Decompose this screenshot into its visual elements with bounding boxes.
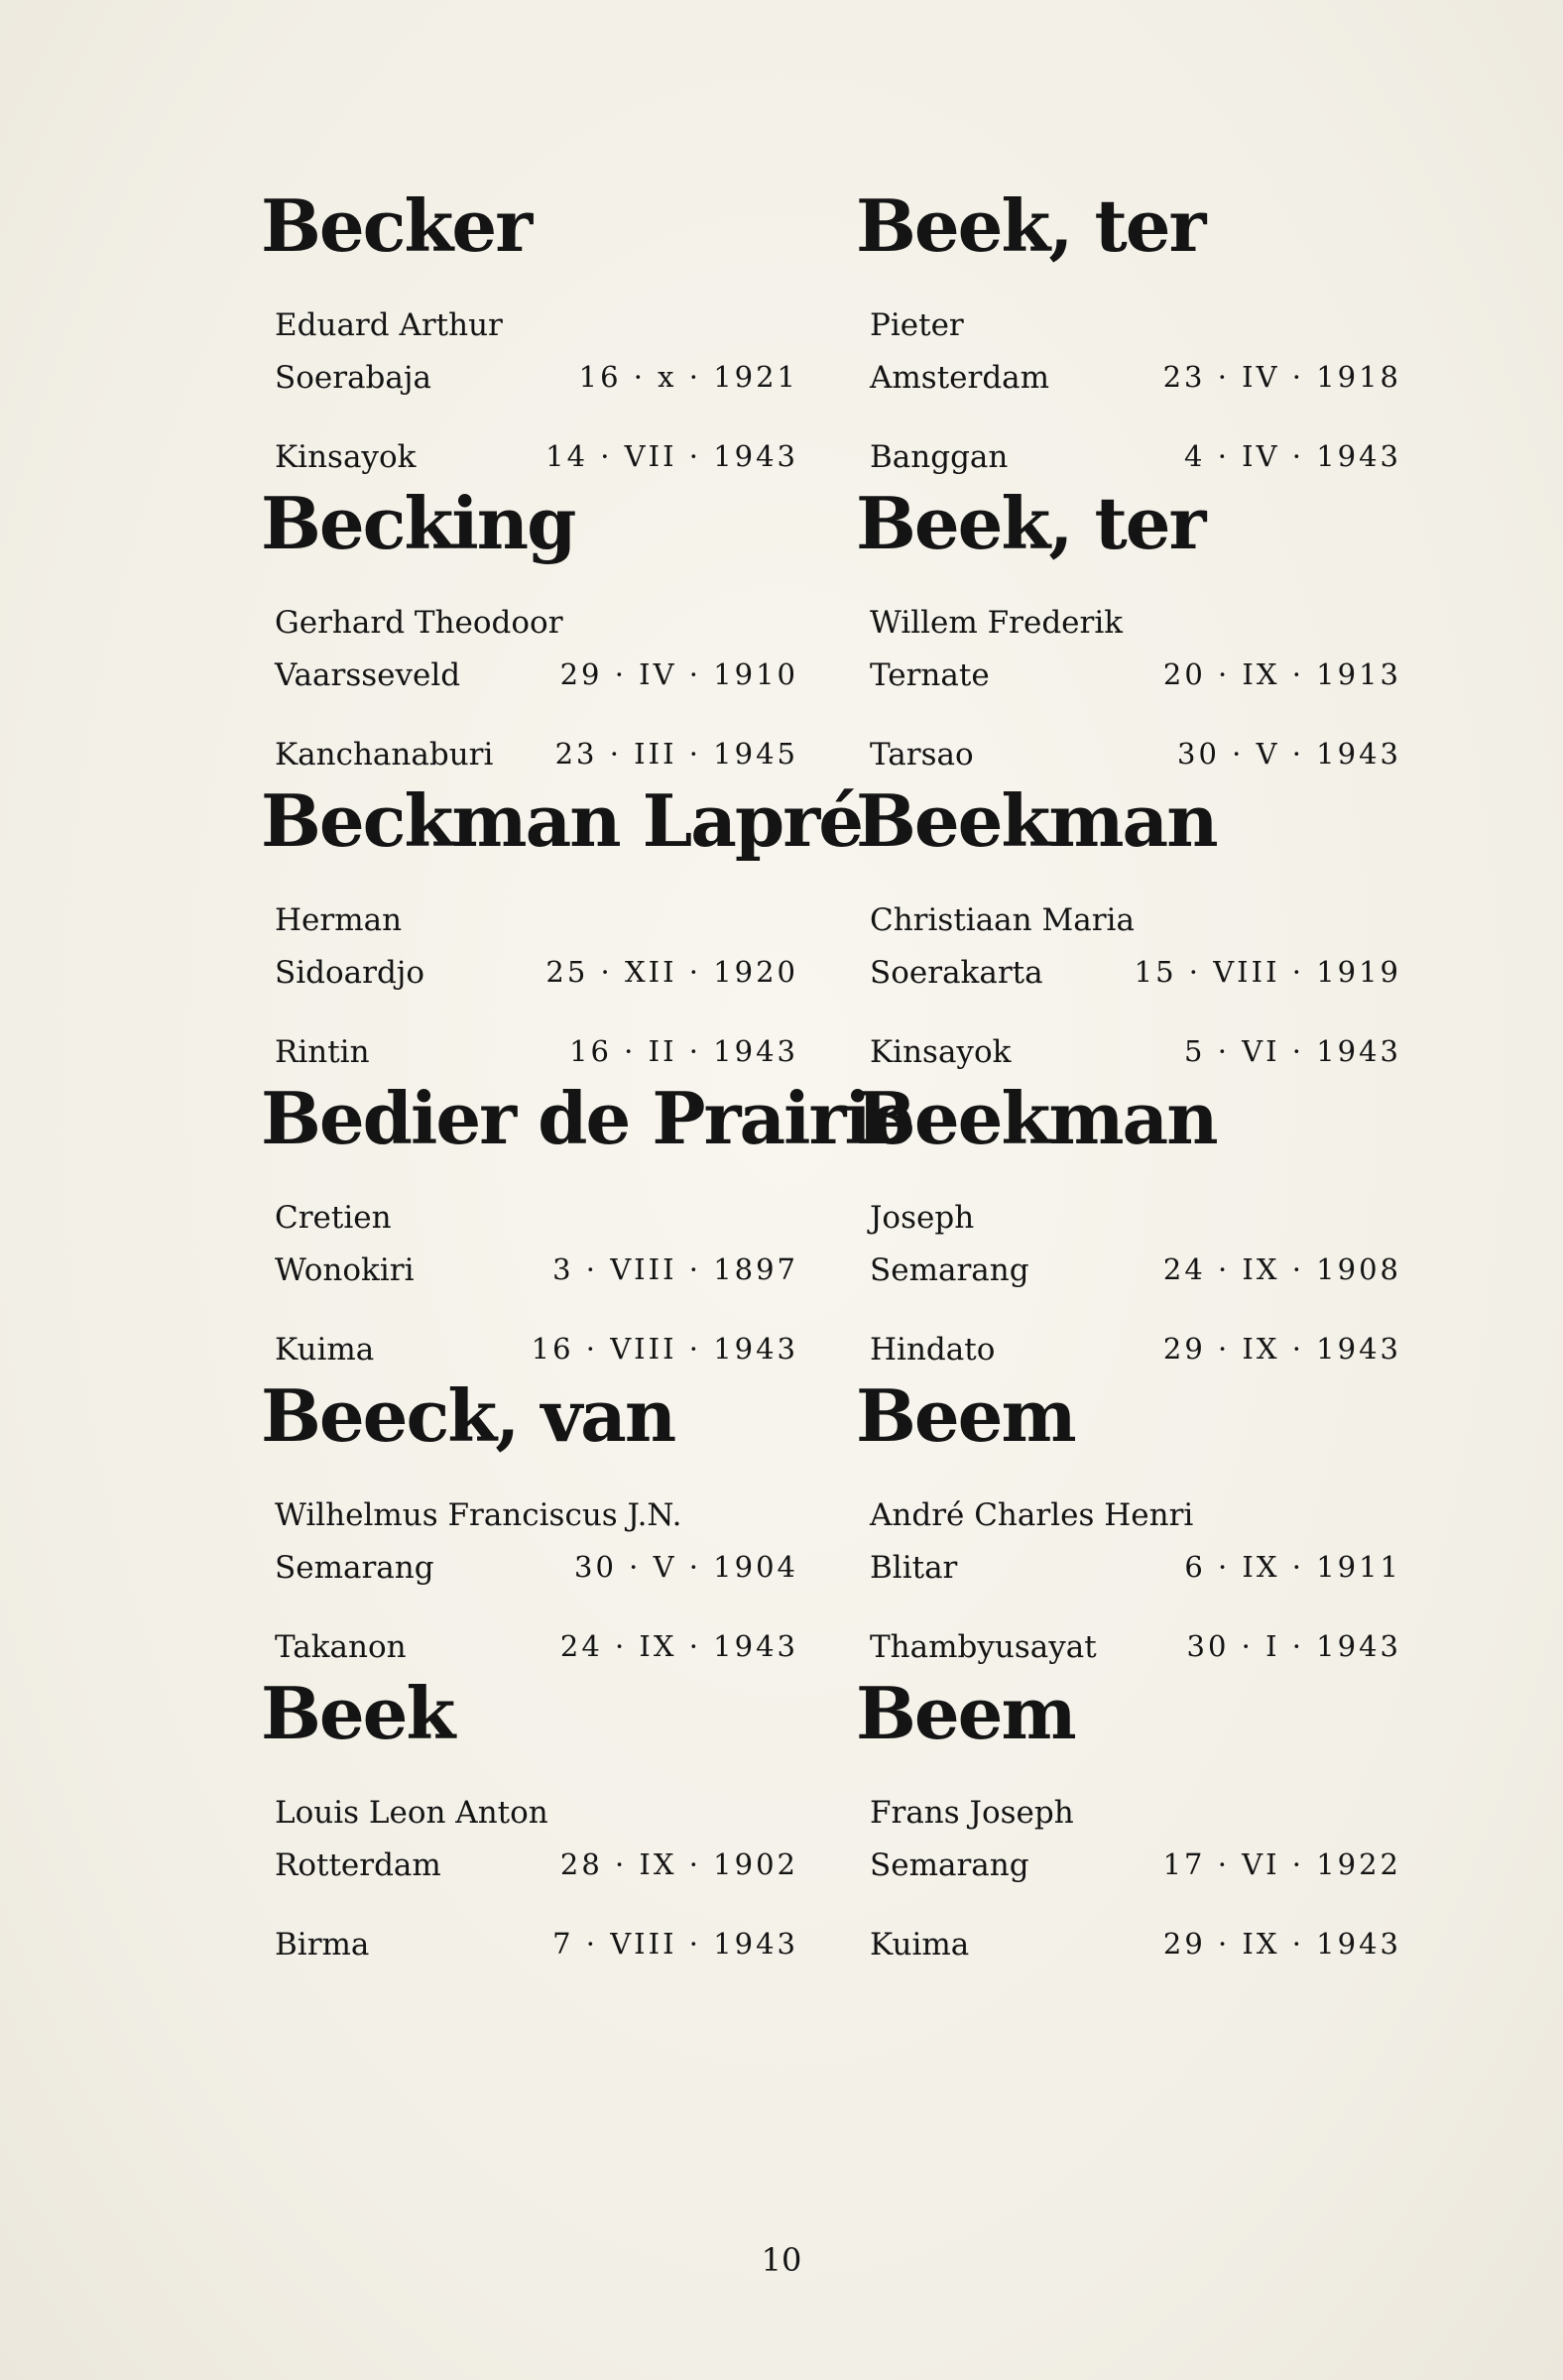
birth-date: 20 · IX · 1913: [1162, 657, 1401, 691]
death-date: 14 · VII · 1943: [545, 439, 798, 473]
entry: [858, 476, 1413, 774]
birth-date: 28 · IX · 1902: [559, 1847, 798, 1881]
birth-date: 29 · IV · 1910: [559, 657, 798, 691]
birth-place: Semarang: [275, 1550, 434, 1586]
given-names: Eduard Arthur: [275, 307, 503, 343]
surname: Beeck, van: [261, 1373, 675, 1458]
surname: Bedier de Prairie: [261, 1076, 913, 1160]
right-column: [858, 178, 1413, 1964]
birth-date: 24 · IX · 1908: [1162, 1252, 1401, 1286]
given-names: Wilhelmus Franciscus J.N.: [275, 1497, 682, 1533]
birth-date: 15 · VIII · 1919: [1134, 955, 1401, 989]
death-place: Tarsao: [870, 737, 974, 773]
given-names: Louis Leon Anton: [275, 1795, 548, 1831]
entry: [261, 1071, 913, 1368]
entry: [858, 1666, 1413, 1964]
left-column: [261, 178, 913, 1964]
entry: [858, 1071, 1413, 1368]
birth-place: Amsterdam: [870, 360, 1050, 396]
surname: Beem: [856, 1373, 1075, 1458]
entry: [858, 774, 1413, 1071]
given-names: Joseph: [870, 1200, 975, 1236]
death-date: 7 · VIII · 1943: [552, 1927, 798, 1961]
entry: [263, 178, 838, 476]
death-place: Rintin: [275, 1034, 370, 1070]
death-place: Kuima: [870, 1927, 970, 1963]
death-date: 30 · I · 1943: [1186, 1629, 1401, 1663]
surname: Beckman Lapré: [261, 778, 863, 863]
page-number: 10: [761, 2241, 802, 2279]
birth-place: Soerabaja: [275, 360, 431, 396]
given-names: Pieter: [870, 307, 964, 343]
birth-date: 17 · VI · 1922: [1162, 1847, 1401, 1881]
death-place: Kanchanaburi: [275, 737, 494, 773]
death-date: 24 · IX · 1943: [559, 1629, 798, 1663]
given-names: Willem Frederik: [870, 605, 1124, 641]
entry: [858, 1368, 1413, 1666]
death-date: 29 · IX · 1943: [1162, 1332, 1401, 1366]
entry: [263, 1666, 838, 1964]
entry: [858, 178, 1413, 476]
given-names: Christiaan Maria: [870, 902, 1135, 938]
surname: Beek, ter: [856, 183, 1205, 268]
surname: Beem: [856, 1671, 1075, 1755]
birth-place: Ternate: [870, 657, 990, 693]
death-place: Hindato: [870, 1332, 996, 1368]
death-place: Takanon: [275, 1629, 407, 1665]
birth-place: Semarang: [870, 1847, 1029, 1883]
birth-date: 30 · V · 1904: [574, 1550, 798, 1584]
birth-date: 16 · x · 1921: [578, 360, 798, 394]
death-date: 4 · IV · 1943: [1184, 439, 1401, 473]
birth-place: Vaarsseveld: [275, 657, 461, 693]
death-date: 16 · II · 1943: [569, 1034, 798, 1068]
death-place: Thambyusayat: [870, 1629, 1097, 1665]
death-date: 16 · VIII · 1943: [531, 1332, 798, 1366]
birth-date: 23 · IV · 1918: [1162, 360, 1401, 394]
birth-date: 3 · VIII · 1897: [552, 1252, 798, 1286]
entry: [263, 476, 838, 774]
birth-place: Semarang: [870, 1252, 1029, 1288]
entry: [261, 774, 863, 1071]
birth-place: Blitar: [870, 1550, 958, 1586]
given-names: Herman: [275, 902, 403, 938]
birth-date: 25 · XII · 1920: [545, 955, 798, 989]
death-place: Banggan: [870, 439, 1009, 475]
death-place: Kinsayok: [275, 439, 417, 475]
surname: Beekman: [856, 1076, 1217, 1160]
given-names: Gerhard Theodoor: [275, 605, 563, 641]
given-names: Cretien: [275, 1200, 392, 1236]
given-names: André Charles Henri: [870, 1497, 1194, 1533]
given-names: Frans Joseph: [870, 1795, 1074, 1831]
death-date: 23 · III · 1945: [554, 737, 798, 771]
surname: Beek, ter: [856, 481, 1205, 565]
birth-date: 6 · IX · 1911: [1184, 1550, 1401, 1584]
surname: Becking: [261, 481, 575, 565]
birth-place: Rotterdam: [275, 1847, 441, 1883]
entry: [263, 1368, 838, 1666]
death-place: Birma: [275, 1927, 370, 1963]
death-date: 29 · IX · 1943: [1162, 1927, 1401, 1961]
death-place: Kinsayok: [870, 1034, 1012, 1070]
surname: Beekman: [856, 778, 1217, 863]
surname: Becker: [261, 183, 532, 268]
death-date: 30 · V · 1943: [1177, 737, 1401, 771]
birth-place: Sidoardjo: [275, 955, 425, 991]
death-date: 5 · VI · 1943: [1184, 1034, 1401, 1068]
birth-place: Soerakarta: [870, 955, 1043, 991]
death-place: Kuima: [275, 1332, 375, 1368]
birth-place: Wonokiri: [275, 1252, 415, 1288]
surname: Beek: [261, 1671, 454, 1755]
